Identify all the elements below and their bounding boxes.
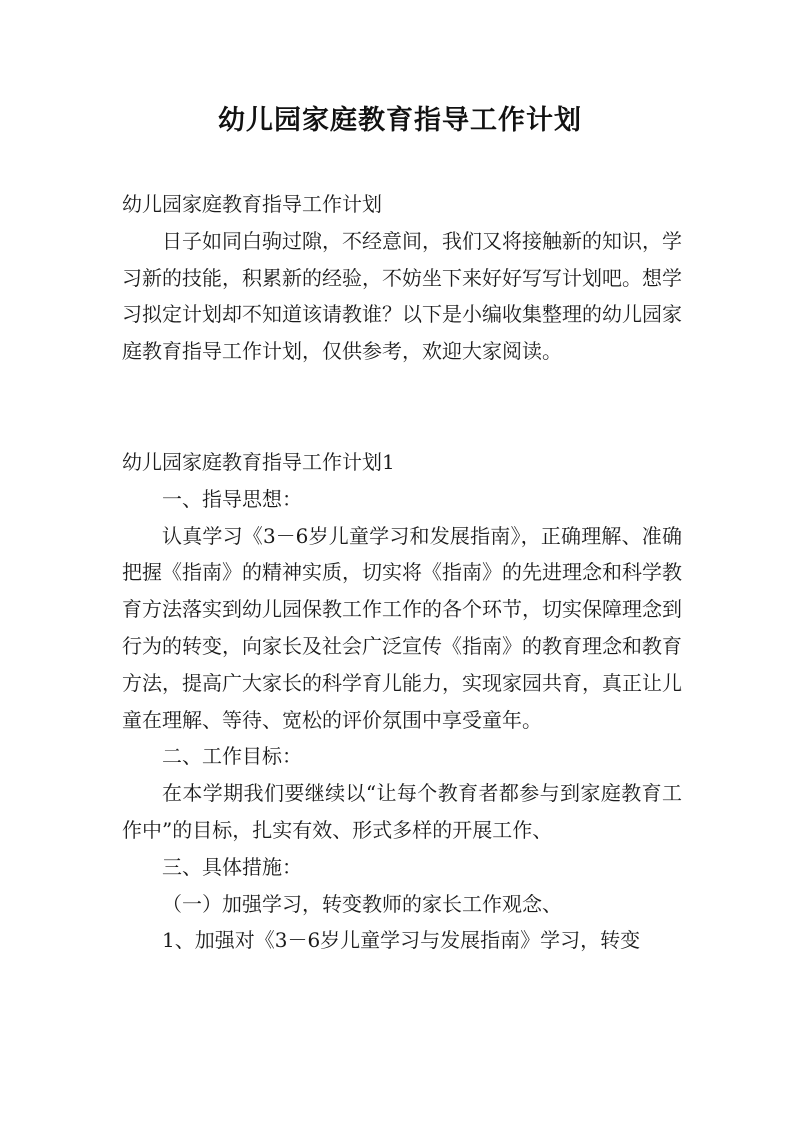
measure-item: 1、加强对《3－6岁儿童学习与发展指南》学习，转变 bbox=[162, 928, 641, 953]
goals-paragraph: 在本学期我们要继续以“让每个教育者都参与到家庭教育工作中”的目标，扎实有效、形式多样的开展工作、 bbox=[122, 781, 682, 842]
document-body bbox=[122, 186, 682, 959]
doc-heading: 幼儿园家庭教育指导工作计划 bbox=[122, 192, 382, 216]
section-heading-goals: 二、工作目标： bbox=[162, 744, 302, 769]
section-heading-guiding: 一、指导思想： bbox=[162, 486, 302, 511]
section-heading-measures: 三、具体措施： bbox=[162, 854, 302, 879]
section-spacer bbox=[122, 370, 682, 444]
intro-paragraph: 日子如同白驹过隙，不经意间，我们又将接触新的知识，学习新的技能，积累新的经验，不妨坐下来好好写写计划吧。想学习拟定计划却不知道该请教谁？以下是小编收集整理的幼儿园家庭教育指导工作计划，仅供参考，欢迎大家阅读。 bbox=[122, 228, 682, 364]
plan-heading: 幼儿园家庭教育指导工作计划1 bbox=[122, 449, 395, 474]
measure-subheading: （一）加强学习，转变教师的家长工作观念、 bbox=[162, 891, 562, 916]
guiding-paragraph: 认真学习《3－6岁儿童学习和发展指南》，正确理解、准确把握《指南》的精神实质，切实将《指南》的先进理念和科学教育方法落实到幼儿园保教工作工作的各个环节，切实保障理念到行为的转变，向家长及社会广泛宣传《指南》的教育理念和教育方法，提高广大家长的科学育儿能力，实现家园共育，真正让儿童在理解、等待、宽松的评价氛围中享受童年。 bbox=[122, 523, 682, 732]
document-title: 幼儿园家庭教育指导工作计划 bbox=[218, 105, 582, 136]
